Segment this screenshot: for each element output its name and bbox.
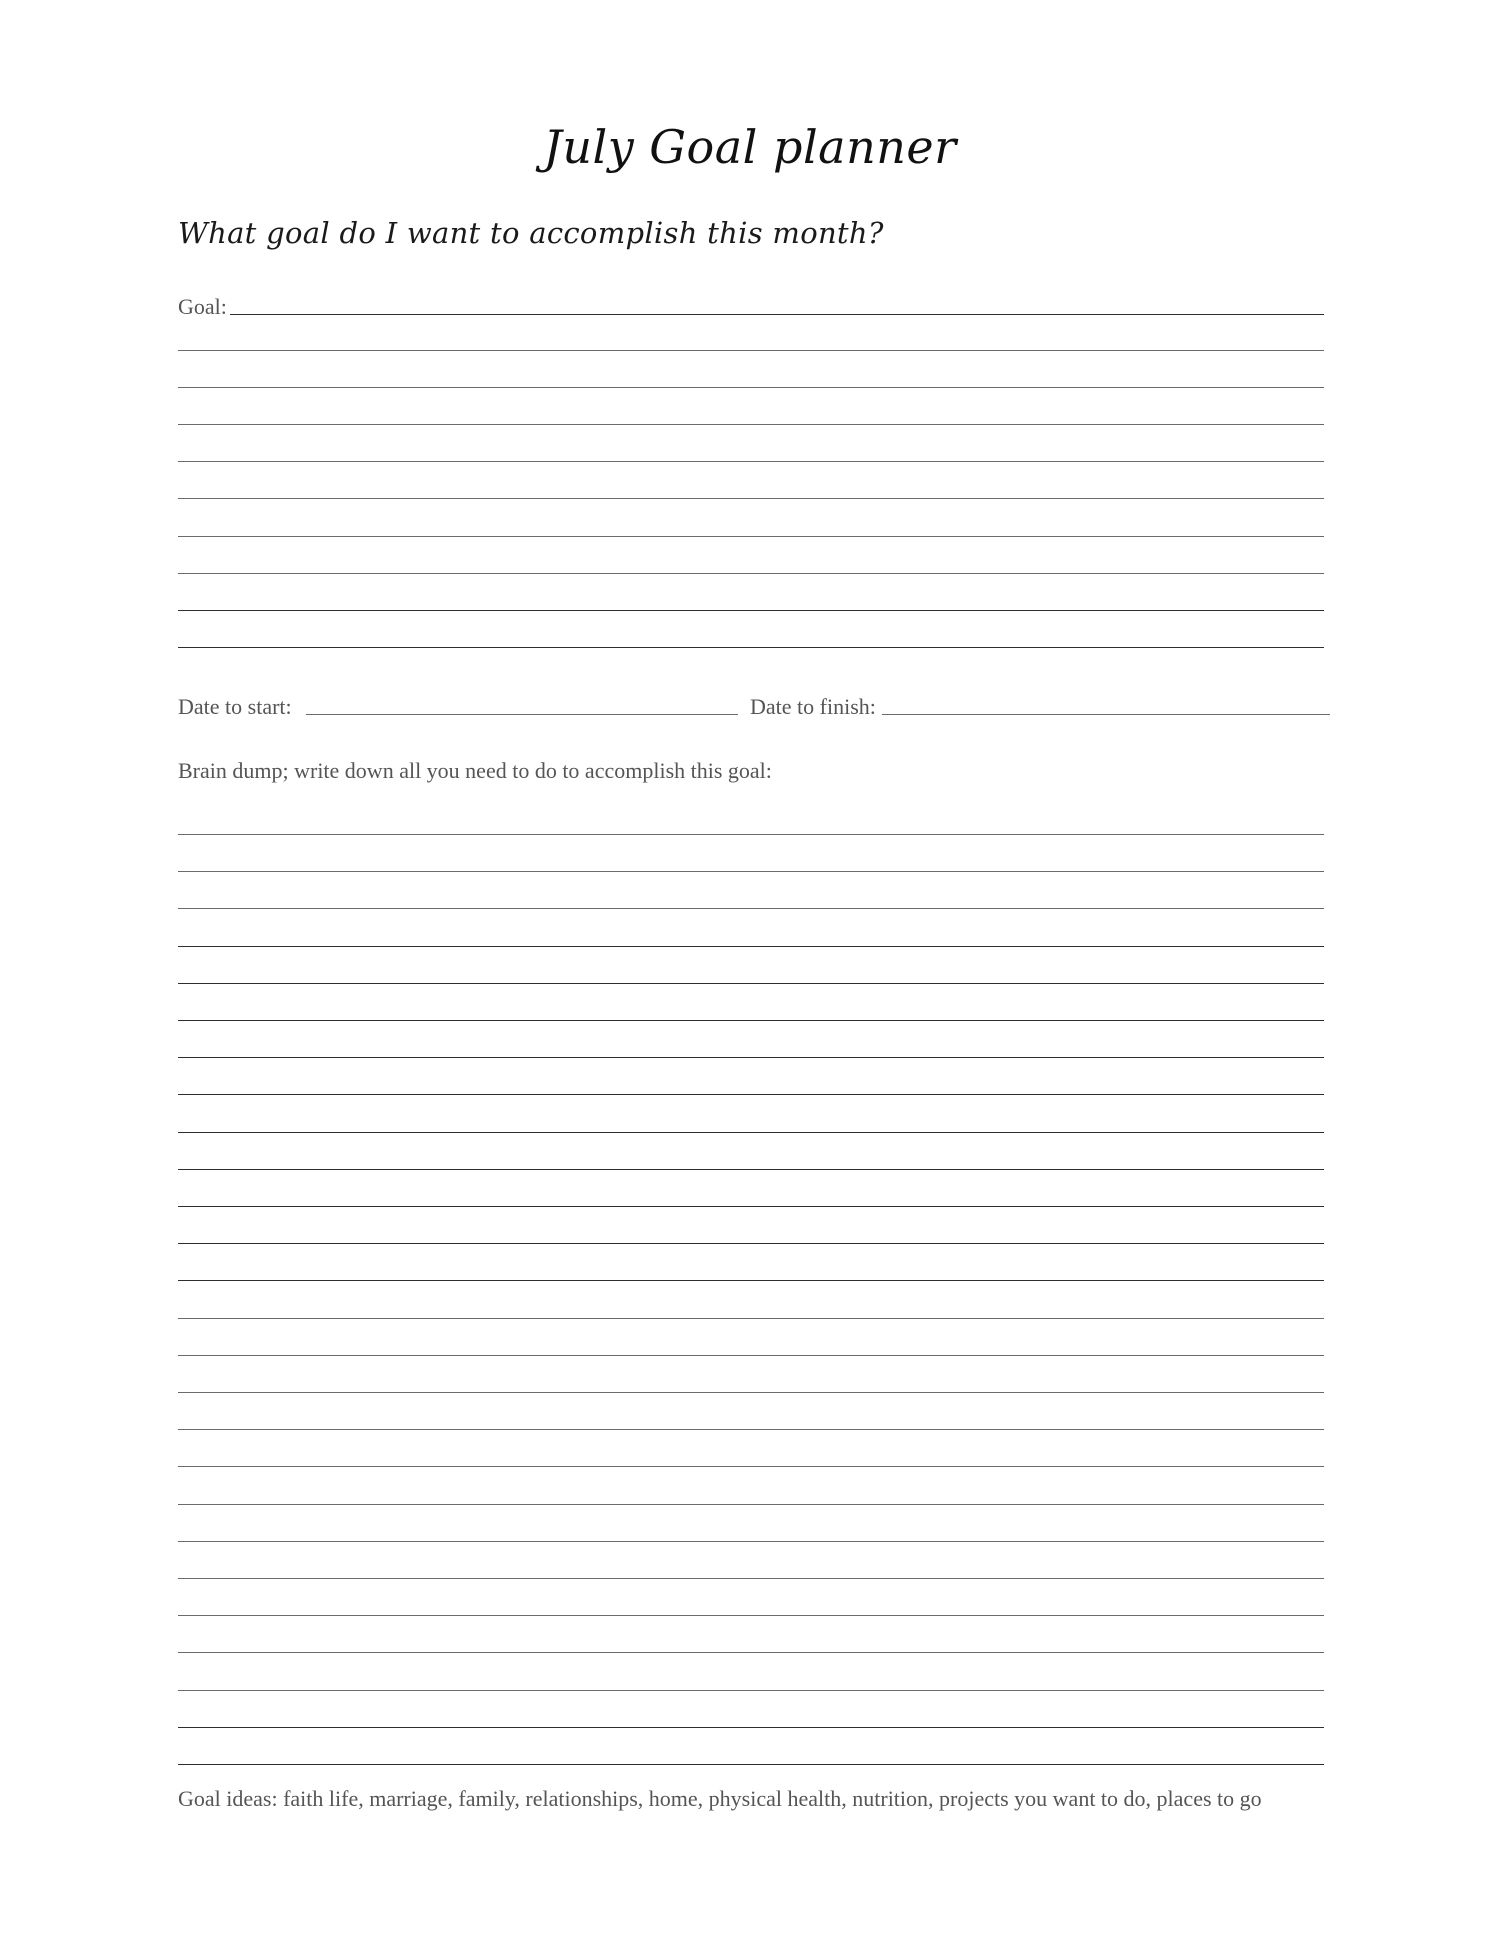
writing-line[interactable] — [178, 1020, 1324, 1021]
writing-line[interactable] — [178, 871, 1324, 872]
writing-line[interactable] — [178, 350, 1324, 351]
writing-line[interactable] — [178, 1466, 1324, 1467]
writing-line[interactable] — [178, 1690, 1324, 1691]
writing-line[interactable] — [178, 1057, 1324, 1058]
writing-line[interactable] — [178, 983, 1324, 984]
writing-line[interactable] — [178, 1169, 1324, 1170]
writing-line[interactable] — [178, 1206, 1324, 1207]
writing-line[interactable] — [178, 1132, 1324, 1133]
writing-line[interactable] — [178, 536, 1324, 537]
writing-line[interactable] — [178, 1392, 1324, 1393]
brain-dump-prompt: Brain dump; write down all you need to do to accomplish this goal: — [178, 758, 772, 783]
goal-line[interactable] — [230, 314, 1324, 315]
date-start-line[interactable] — [306, 714, 738, 715]
writing-line[interactable] — [178, 908, 1324, 909]
writing-line[interactable] — [178, 387, 1324, 388]
writing-line[interactable] — [178, 1541, 1324, 1542]
writing-line[interactable] — [178, 834, 1324, 835]
writing-line[interactable] — [178, 1243, 1324, 1244]
writing-line[interactable] — [178, 1615, 1324, 1616]
writing-line[interactable] — [178, 461, 1324, 462]
writing-line[interactable] — [178, 1504, 1324, 1505]
writing-line[interactable] — [178, 1280, 1324, 1281]
writing-line[interactable] — [178, 498, 1324, 499]
writing-line[interactable] — [178, 1764, 1324, 1765]
writing-line[interactable] — [178, 610, 1324, 611]
writing-line[interactable] — [178, 1727, 1324, 1728]
writing-line[interactable] — [178, 1355, 1324, 1356]
writing-line[interactable] — [178, 1578, 1324, 1579]
writing-line[interactable] — [178, 573, 1324, 574]
page-title: July Goal planner — [543, 120, 957, 174]
goal-label: Goal: — [178, 294, 227, 319]
date-finish-line[interactable] — [882, 714, 1330, 715]
goal-question: What goal do I want to accomplish this month? — [178, 216, 884, 250]
writing-line[interactable] — [178, 946, 1324, 947]
writing-line[interactable] — [178, 1318, 1324, 1319]
writing-line[interactable] — [178, 1094, 1324, 1095]
goal-ideas-footer: Goal ideas: faith life, marriage, family, relationships, home, physical health, nutrition, projects you want to do, places to go — [178, 1786, 1262, 1811]
writing-line[interactable] — [178, 1652, 1324, 1653]
date-start-label: Date to start: — [178, 694, 292, 719]
writing-line[interactable] — [178, 647, 1324, 648]
writing-line[interactable] — [178, 1429, 1324, 1430]
writing-line[interactable] — [178, 424, 1324, 425]
date-finish-label: Date to finish: — [750, 694, 876, 719]
